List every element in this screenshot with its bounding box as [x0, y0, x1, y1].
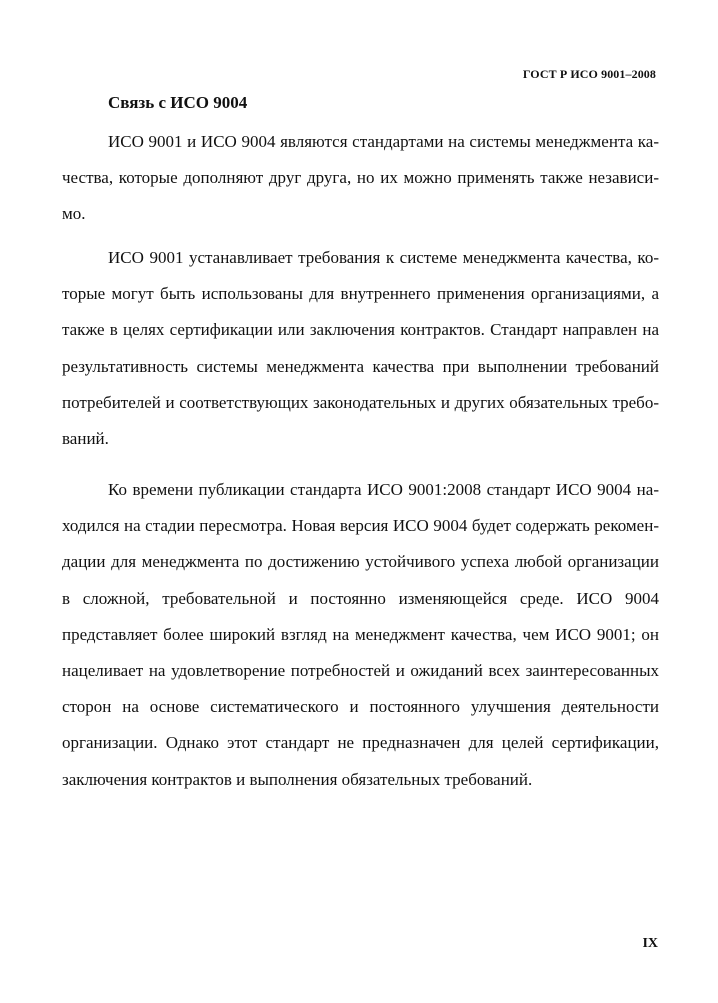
paragraph-iso9001-iso9004-relation: ИСО 9001 и ИСО 9004 являются стандартами на системы менеджмента качества, которые дополняют друг друга, но их можно применять также независимо. [62, 132, 659, 224]
page-number: IX [642, 936, 658, 951]
paragraph-iso9001-requirements: ИСО 9001 устанавливает требования к системе менеджмента качества, которые могут быть использованы для внутреннего применения организациями, а также в целях сертификации или заключения контрактов. Стандарт направлен на результативность системы менеджмента качества при выполнении требований потребителей и соответствующих законодательных и других обязательных требований. [62, 248, 659, 449]
section-title: Связь с ИСО 9004 [108, 93, 248, 112]
document-code-header: ГОСТ Р ИСО 9001–2008 [522, 67, 656, 81]
paragraph-iso9004-revision: Ко времени публикации стандарта ИСО 9001:2008 стандарт ИСО 9004 находился на стадии пересмотра. Новая версия ИСО 9004 будет содержать рекомендации для менеджмента по достижению устойчивого успеха любой организации в сложной, требовательной и постоянно изменяющейся среде. ИСО 9004 представляет более широкий взгляд на менеджмент качества, чем ИСО 9001; он нацеливает на удовлетворение потребностей и ожиданий всех заинтересованных сторон на основе систематического и постоянного улучшения деятельности организации. Однако этот стандарт не предназначен для целей сертификации, заключения контрактов и выполнения обязательных требований. [62, 480, 659, 789]
